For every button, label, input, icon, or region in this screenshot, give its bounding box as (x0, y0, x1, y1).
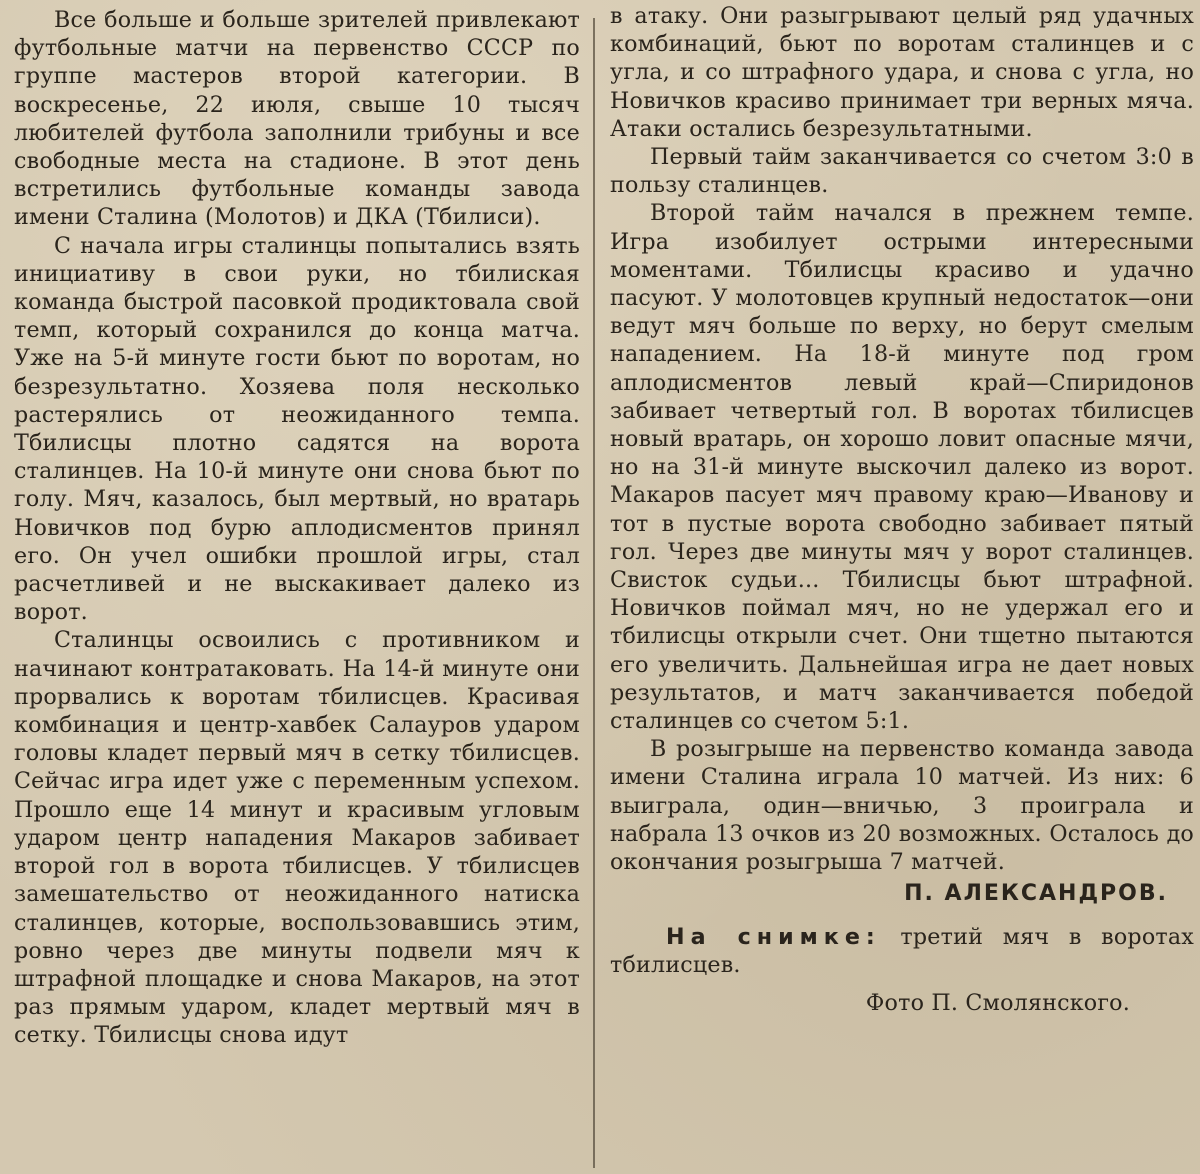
article-paragraph: Все больше и больше зрителей привлекают футбольные матчи на первенство СССР по группе мастеров второй категории. В воскресенье, 22 июля, свыше 10 тысяч любителей футбола заполнили трибуны и все свободные места на стадионе. В этот день встретились футбольные команды завода имени Сталина (Молотов) и ДКА (Тбилиси). (14, 7, 580, 231)
photo-caption (610, 923, 1194, 979)
caption-lead: На снимке: (666, 923, 881, 950)
article-paragraph: Второй тайм начался в прежнем темпе. Игра изобилует острыми интересными моментами. Тбилисцы красиво и удачно пасуют. У молотовцев крупный недостаток—они ведут мяч больше по верху, но берут смелым нападением. На 18-й минуте под гром аплодисментов левый край—Спиридонов забивает четвертый гол. В воротах тбилисцев новый вратарь, он хорошо ловит опасные мячи, но на 31-й минуте выскочил далеко из ворот. Макаров пасует мяч правому краю—Иванову и тот в пустые ворота свободно забивает пятый гол. Через две минуты мяч у ворот сталинцев. Свисток судьи... Тбилисцы бьют штрафной. Новичков поймал мяч, но не удержал его и тбилисцы открыли счет. Они тщетно пытаются его увеличить. Дальнейшая игра не дает новых результатов, и матч заканчивается победой сталинцев со счетом 5:1. (610, 200, 1194, 735)
article-paragraph: Сталинцы освоились с противником и начинают контратаковать. На 14-й минуте они прорвались к воротам тбилисцев. Красивая комбинация и центр-хавбек Салауров ударом головы кладет первый мяч в сетку тбилисцев. Сейчас игра идет уже с переменным успехом. Прошло еще 14 минут и красивым угловым ударом центр нападения Макаров забивает второй гол в ворота тбилисцев. У тбилисцев замешательство от неожиданного натиска сталинцев, которые, воспользовавшись этим, ровно через две минуты подвели мяч к штрафной площадке и снова Макаров, на этот раз прямым ударом, кладет мертвый мяч в сетку. Тбилисцы снова идут (14, 627, 580, 1049)
article-paragraph: С начала игры сталинцы попытались взять инициативу в свои руки, но тбилиская команда быстрой пасовкой продиктовала свой темп, который сохранился до конца матча. Уже на 5-й минуте гости бьют по воротам, но безрезультатно. Хозяева поля несколько растерялись от неожиданного темпа. Тбилисцы плотно садятся на ворота сталинцев. На 10-й минуте они снова бьют по голу. Мяч, казалось, был мертвый, но вратарь Новичков под бурю аплодисментов принял его. Он учел ошибки прошлой игры, стал расчетливей и не выскакивает далеко из ворот. (14, 232, 580, 626)
article-right-column (610, 2, 1194, 1017)
article-left-column (14, 6, 580, 1050)
caption-text: третий мяч в воротах тбилисцев. (610, 923, 1194, 978)
article-paragraph: Первый тайм заканчивается со счетом 3:0 в пользу сталинцев. (610, 144, 1194, 199)
column-divider (593, 18, 595, 1168)
article-paragraph: В розыгрыше на первенство команда завода имени Сталина играла 10 матчей. Из них: 6 выиграла, один—вничью, 3 проиграла и набрала 13 очков из 20 возможных. Осталось до окончания розыгрыша 7 матчей. (610, 736, 1194, 876)
article-paragraph: в атаку. Они разыгрывают целый ряд удачных комбинаций, бьют по воротам сталинцев и с угла, и со штрафного удара, и снова с угла, но Новичков красиво принимает три верных мяча. Атаки остались безрезультатными. (610, 3, 1194, 142)
author-signature: П. АЛЕКСАНДРОВ. (904, 881, 1168, 907)
photo-credit: Фото П. Смолянского. (865, 989, 1130, 1016)
